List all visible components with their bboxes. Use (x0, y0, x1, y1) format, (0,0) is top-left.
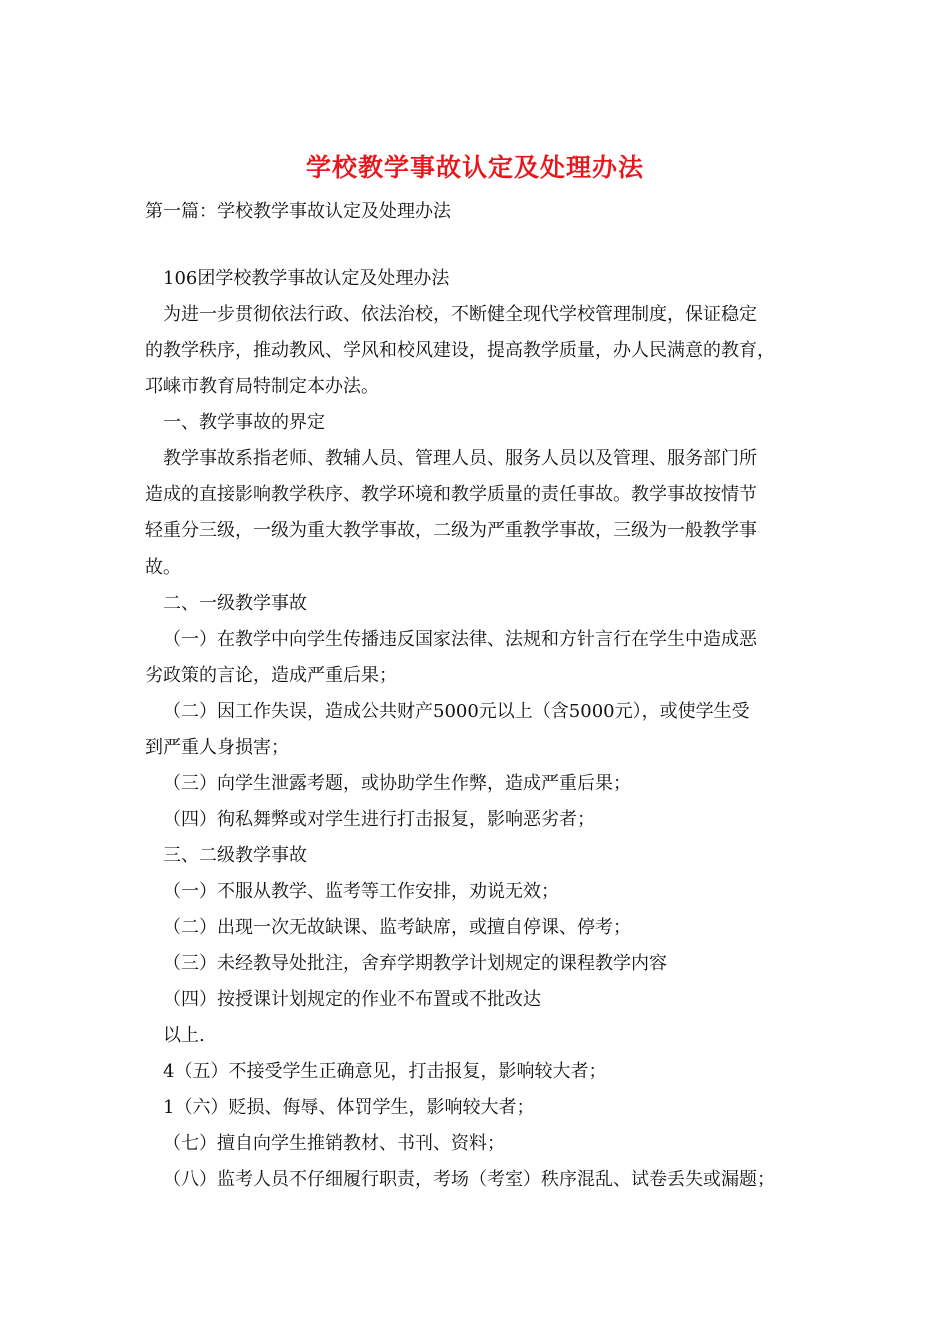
body-line: 教学事故系指老师、教辅人员、管理人员、服务人员以及管理、服务部门所 (163, 448, 757, 469)
section-heading: 第一篇：学校教学事故认定及处理办法 (145, 201, 451, 222)
body-line: 到严重人身损害； (145, 737, 289, 758)
body-line: 以上. (163, 1025, 205, 1046)
body-line: 为进一步贯彻依法行政、依法治校，不断健全现代学校管理制度，保证稳定 (163, 304, 757, 325)
body-line: 的教学秩序，推动教风、学风和校风建设，提高教学质量，办人民满意的教育， (145, 340, 775, 361)
body-line: 1（六）贬损、侮辱、体罚学生，影响较大者； (163, 1097, 535, 1118)
body-line: （一）不服从教学、监考等工作安排，劝说无效； (163, 881, 559, 902)
body-line: （二）因工作失误，造成公共财产5000元以上（含5000元），或使学生受 (163, 701, 750, 722)
body-line: 106团学校教学事故认定及处理办法 (163, 268, 450, 289)
body-line: 劣政策的言论，造成严重后果； (145, 665, 397, 686)
body-line: 邛崃市教育局特制定本办法。 (145, 376, 379, 397)
body-line: 造成的直接影响教学秩序、教学环境和教学质量的责任事故。教学事故按情节 (145, 484, 757, 505)
body-line: 轻重分三级，一级为重大教学事故，二级为严重教学事故，三级为一般教学事 (145, 520, 757, 541)
body-line: 故。 (145, 557, 181, 578)
body-line: （一）在教学中向学生传播违反国家法律、法规和方针言行在学生中造成恶 (163, 629, 757, 650)
body-line: （三）向学生泄露考题，或协助学生作弊，造成严重后果； (163, 773, 631, 794)
body-line: 三、二级教学事故 (163, 845, 307, 866)
body-line: （二）出现一次无故缺课、监考缺席，或擅自停课、停考； (163, 917, 631, 938)
body-line: 二、一级教学事故 (163, 593, 307, 614)
body-line: （八）监考人员不仔细履行职责，考场（考室）秩序混乱、试卷丢失或漏题； (163, 1169, 775, 1190)
body-line: 4（五）不接受学生正确意见，打击报复，影响较大者； (163, 1061, 607, 1082)
body-line: （三）未经教导处批注，舍弃学期教学计划规定的课程教学内容 (163, 953, 667, 974)
body-line: （四）按授课计划规定的作业不布置或不批改达 (163, 989, 541, 1010)
body-line: （七）擅自向学生推销教材、书刊、资料； (163, 1133, 505, 1154)
document-title: 学校教学事故认定及处理办法 (305, 153, 644, 182)
body-line: 一、教学事故的界定 (163, 412, 325, 433)
body-line: （四）徇私舞弊或对学生进行打击报复，影响恶劣者； (163, 809, 595, 830)
